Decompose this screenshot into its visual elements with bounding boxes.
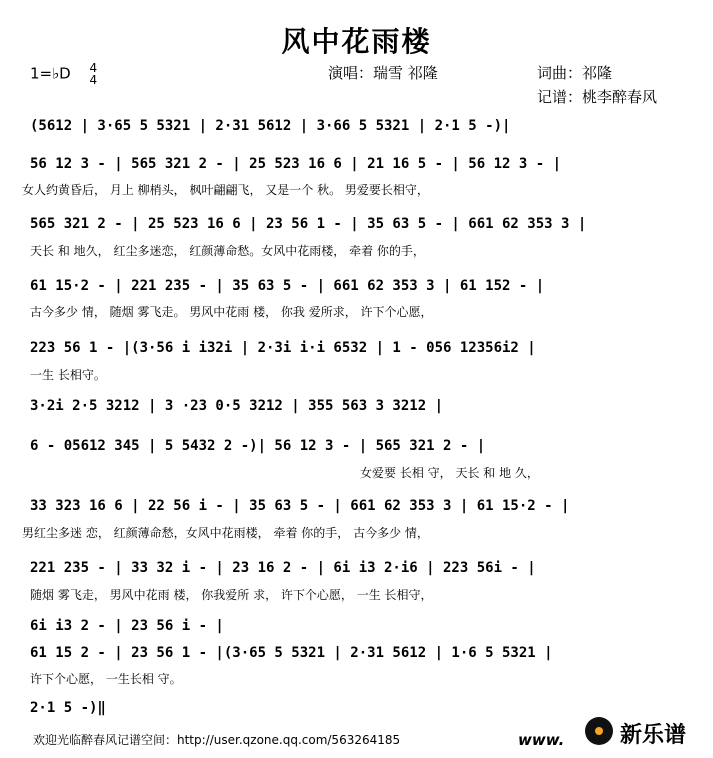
score-row-2: 56 12 3 - | 565 321 2 - | 25 523 16 6 | 21 16 5 - | 56 12 3 - | xyxy=(30,156,562,172)
score-row-6: 3·2i 2·5 3212 | 3 ·23 0·5 3212 | 355 563 3 3212 | xyxy=(30,398,444,414)
lyrics-row-10: 许下个心愿， 一生长相 守。 xyxy=(30,672,182,686)
composer-credit: 词曲：祁隆 xyxy=(537,64,613,82)
score-row-5: 223 56 1 - |(3·56 i i32i | 2·3i i·i 6532 | 1 - 056 12356i2 | xyxy=(30,340,536,356)
lyrics-row-7: 女爱要 长相 守， 天长 和 地 久， xyxy=(360,466,539,480)
song-title: 风中花雨楼 xyxy=(281,25,432,58)
footer-link-text: 欢迎光临醉春风记谱空间：http://user.qzone.qq.com/563264185 xyxy=(33,733,401,747)
key-label: 1=♭D xyxy=(30,64,71,83)
lyrics-row-2: 女人约黄昏后， 月上 柳梢头， 枫叶翩翩飞， 又是一个 秋。 男爱要长相守， xyxy=(22,183,429,197)
score-row-7: 6 - 05612 345 | 5 5432 2 -)| 56 12 3 - | 565 321 2 - | xyxy=(30,438,486,454)
time-top: 4 xyxy=(89,61,98,75)
lyrics-row-4: 古今多少 情， 随烟 雾飞走。 男风中花雨 楼， 你我 爱所求， 许下个心愿， xyxy=(30,305,433,319)
score-row-3: 565 321 2 - | 25 523 16 6 | 23 56 1 - | 35 63 5 - | 661 62 353 3 | xyxy=(30,216,587,232)
key-signature xyxy=(30,62,97,86)
score-row-4: 61 15·2 - | 221 235 - | 35 63 5 - | 661 62 353 3 | 61 152 - | xyxy=(30,278,545,294)
score-row-8: 33 323 16 6 | 22 56 i - | 35 63 5 - | 661 62 353 3 | 61 15·2 - | xyxy=(30,498,570,514)
score-row-11: 2·1 5 -)‖ xyxy=(30,700,106,716)
lyrics-row-3: 天长 和 地久， 红尘多迷恋， 红颜薄命愁。女风中花雨楼， 牵着 你的手， xyxy=(30,244,425,258)
score-row-1: (5612 | 3·65 5 5321 | 2·31 5612 | 3·66 5 5321 | 2·1 5 -)| xyxy=(30,118,511,134)
vinyl-disc-icon xyxy=(585,717,613,745)
score-row-9: 221 235 - | 33 32 i - | 23 16 2 - | 6i i3 2·i6 | 223 56i - | xyxy=(30,560,536,576)
lyrics-row-5: 一生 长相守。 xyxy=(30,368,106,382)
lyrics-row-8: 男红尘多迷 恋， 红颜薄命愁，女风中花雨楼， 牵着 你的手， 古今多少 情， xyxy=(22,526,429,540)
transcriber-credit: 记谱：桃李醉春风 xyxy=(537,88,658,106)
time-bottom: 4 xyxy=(89,73,98,87)
brand-logo: 新乐谱 xyxy=(620,723,687,748)
singer-credit: 演唱：瑞雪 祁隆 xyxy=(328,64,438,82)
lyrics-row-9: 随烟 雾飞走， 男风中花雨 楼， 你我爱所 求， 许下个心愿， 一生 长相守， xyxy=(30,588,433,602)
score-row-10-female: 61 15 2 - | 23 56 1 - |(3·65 5 5321 | 2·31 5612 | 1·6 5 5321 | xyxy=(30,645,553,661)
score-row-10-male: 6i i3 2 - | 23 56 i - | xyxy=(30,618,224,634)
brand-www: www. xyxy=(518,731,565,749)
time-signature xyxy=(90,62,98,86)
